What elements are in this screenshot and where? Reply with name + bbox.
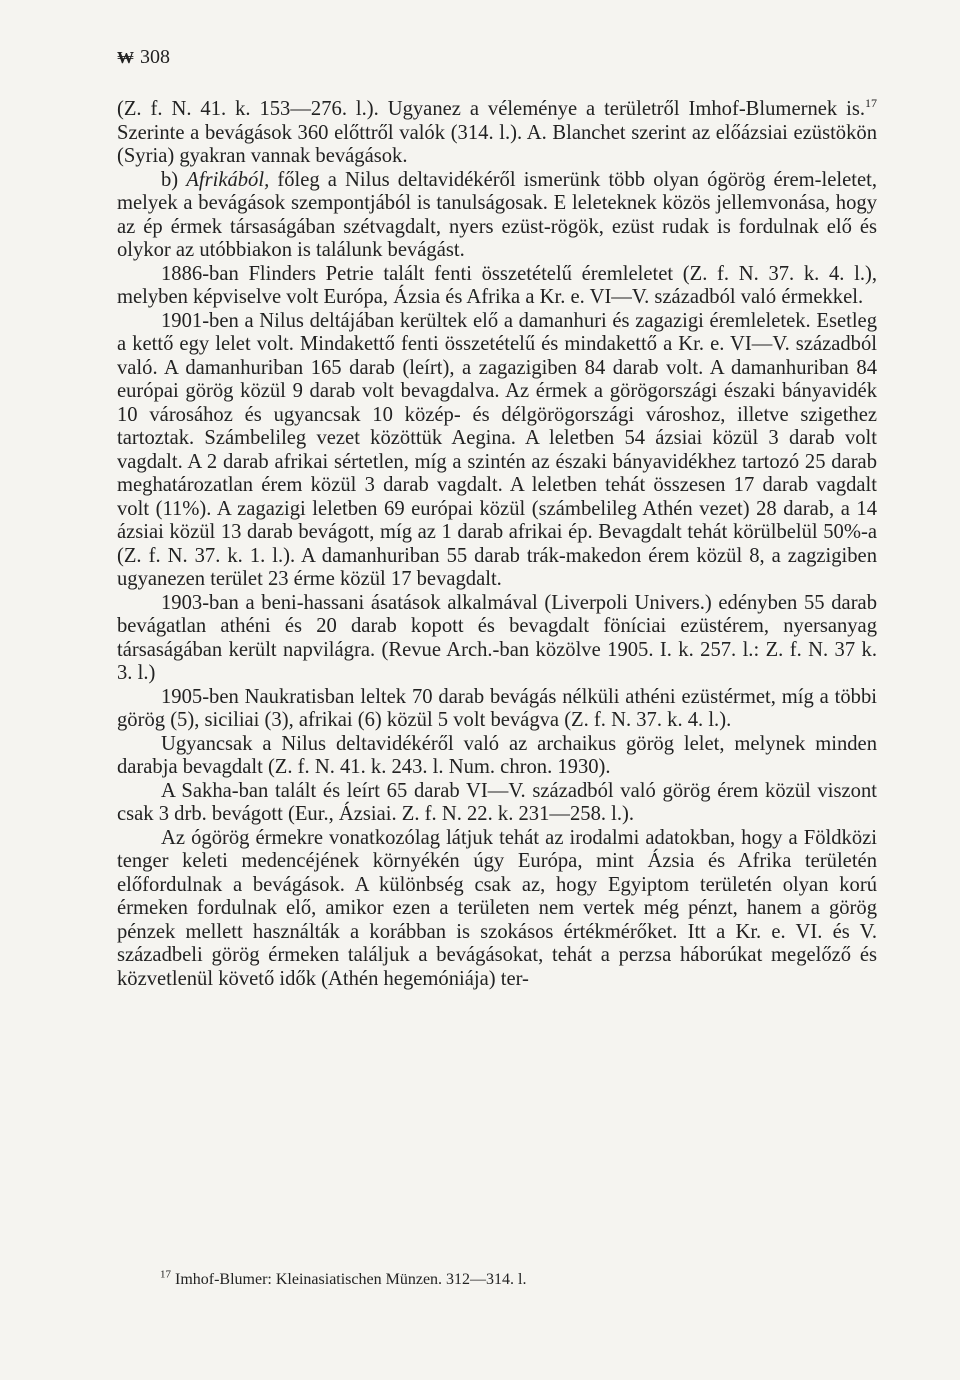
text-run: 1886-ban Flinders Petrie talált fenti összetételű éremleletet (Z. f. N. 37. k. 4. l.), melyben képviselve volt Európa, Ázsia és Afrika a Kr. e. VI—V. századból való érmekkel. bbox=[117, 262, 877, 308]
text-run: Az ógörög érmekre vonatkozólag látjuk tehát az irodalmi adatokban, hogy a Földközi tenger keleti medencéjének környékén úgy Európa, mint Ázsia és Afrika területén előfordulnak a bevágások. A különbség csak az, hogy Egyiptom területén olyan korú érmeken fordulnak elő, amikor ezen a területen nem vertek még pénzt, hanem a görög pénzek mellett használták a korábban is szokásos értékmérőket. Itt a Kr. e. VI. és V. századbeli görög érmeken találjuk a bevágásokat, tehát a perzsa háborúkat megelőző és közvetlenül követő idők (Athén hegemóniája) ter- bbox=[117, 826, 877, 990]
text-run: Ugyancsak a Nilus deltavidékéről való az archaikus görög lelet, melynek minden darabja bevagdalt (Z. f. N. 41. k. 243. l. Num. chron. 1930). bbox=[117, 732, 877, 778]
text-run: (Z. f. N. 41. k. 153—276. l.). Ugyanez a véleménye a területről Imhof-Blumernek is. bbox=[117, 98, 865, 120]
text-run: b) bbox=[161, 168, 187, 191]
text-run: A Sakha-ban talált és leírt 65 darab VI—V. századból való görög érem közül viszont csak 3 drb. bevágott (Eur., Ázsiai. Z. f. N. 22. k. 231—258. l.). bbox=[117, 779, 877, 825]
text-run: Szerinte a bevágások 360 előttről valók (314. l.). A. Blanchet szerint az előázsiai ezüstökön (Syria) gyakran vannak bevágások. bbox=[117, 121, 877, 167]
footnote-number: 17 bbox=[160, 1268, 171, 1281]
footnote-text: Imhof-Blumer: Kleinasiatischen Münzen. 312—314. l. bbox=[175, 1271, 527, 1288]
paragraph bbox=[117, 98, 877, 169]
paragraph bbox=[117, 169, 877, 263]
paragraph bbox=[117, 780, 877, 827]
italic-text: Afrikából, bbox=[186, 168, 270, 191]
text-run: 1901-ben a Nilus deltájában kerültek elő a damanhuri és zagazigi éremleletek. Esetleg a kettő egy lelet volt. Mindakettő fenti összetételű és mindakettő a Kr. e. VI—V. századból való. A damanhuriban 165 darab (leírt), a zagazigiben 84 darab volt. A damanhuriban 84 európai görög közül 9 darab volt bevagdalva. Az érmek a görögországi északi bányavidék 10 városához és ugyancsak 10 közép- és délgörögországi városhoz, illetve szigethez tartoztak. Számbelileg vezet közöttük Aegina. A leletben 54 ázsiai közül 3 darab volt vagdalt. A 2 darab afrikai sértetlen, míg a szintén az északi bányavidékhez tartozó 25 darab meghatározatlan érem közül 3 darab vagdalt. A leletben tehát összesen 17 darab vagdalt volt (11%). A zagazigi leletben 69 európai közül (számbelileg Athén vezet) 28 darab, a 14 ázsiai közül 13 darab bevágott, míg az 1 darab afrikai ép. Bevagdalt tehát körülbelül 50%-a (Z. f. N. 37. k. 1. l.). A damanhuriban 55 darab trák-makedon érem közül 8, a zagzigiben ugyanezen terület 23 érme közül 17 bevagdalt. bbox=[117, 309, 877, 590]
paragraph bbox=[117, 592, 877, 686]
paragraph bbox=[117, 827, 877, 992]
text-run: 1905-ben Naukratisban leltek 70 darab bevágás nélküli athéni ezüstérmet, míg a többi görög (5), siciliai (3), afrikai (6) közül 5 volt bevágva (Z. f. N. 37. k. 4. l.). bbox=[117, 685, 877, 731]
text-run: főleg a Nilus deltavidékéről ismerünk több olyan ógörög érem-leletet, melyek a bevágások szempontjából is tanulságosak. E leleteknek közös jellemvonása, hogy az ép érmek társaságában szétvagdalt, nyers ezüst-rögök, ezüst rudak is fordulnak elő és olykor az utóbbiakon is találunk bevágást. bbox=[117, 168, 877, 261]
page-number: 308 bbox=[140, 46, 170, 68]
text-run: 1903-ban a beni-hassani ásatások alkalmával (Liverpoli Univers.) edényben 55 darab bevágatlan athéni és 20 darab kopott és bevagdalt föníciai ezüstérem, nyersanyag társaságában került napvilágra. (Revue Arch.-ban közölve 1905. I. k. 257. l.: Z. f. N. 37 k. 3. l.) bbox=[117, 591, 877, 684]
paragraph bbox=[117, 263, 877, 310]
paragraph bbox=[117, 733, 877, 780]
paragraph bbox=[117, 686, 877, 733]
footnote-ref: 17 bbox=[865, 96, 877, 111]
paragraph bbox=[117, 310, 877, 592]
header-mark: ₩ bbox=[117, 47, 134, 67]
body-text bbox=[117, 98, 877, 991]
footnote bbox=[160, 1270, 860, 1290]
page-header bbox=[117, 46, 170, 69]
